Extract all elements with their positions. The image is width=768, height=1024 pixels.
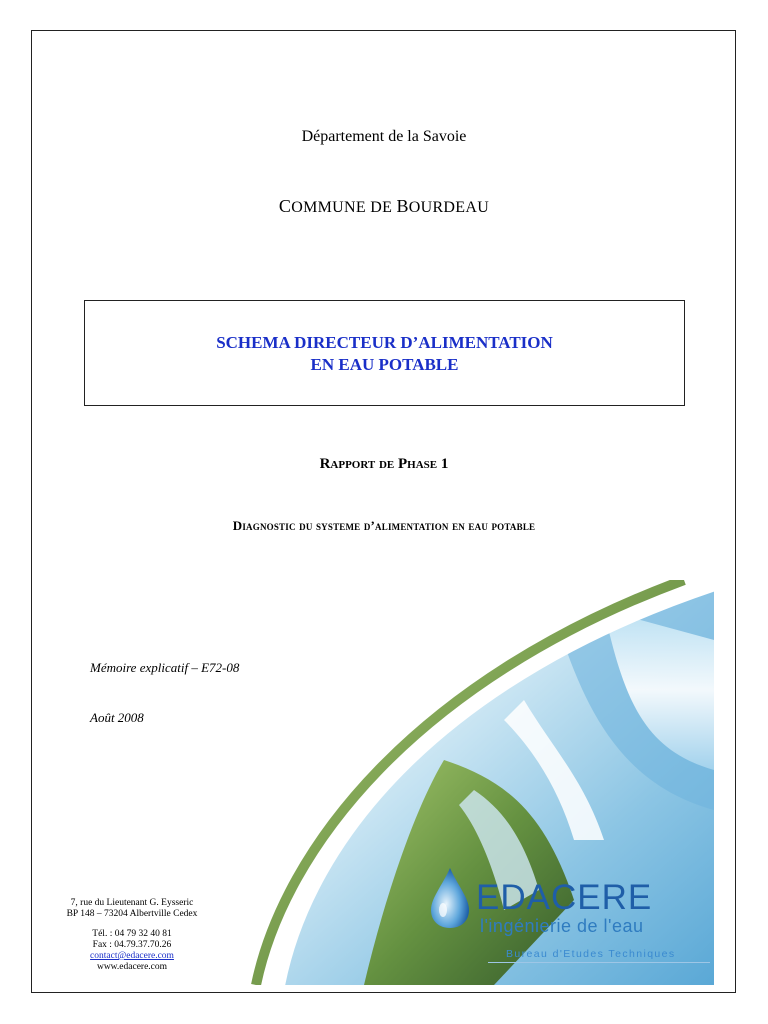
address-line-2: BP 148 – 73204 Albertville Cedex: [66, 909, 198, 919]
title-line-1: SCHEMA DIRECTEUR D’ALIMENTATION: [216, 333, 553, 352]
logo-company-name: EDACERE: [476, 878, 653, 917]
title-box: [84, 300, 685, 406]
address-line-1: 7, rue du Lieutenant G. Eysseric: [70, 898, 194, 908]
report-diagnostic: Diagnostic du systeme d’alimentation en eau potable: [232, 518, 536, 533]
commune-initial-1: C: [278, 196, 292, 216]
commune-text-1: OMMUNE DE: [291, 199, 397, 216]
report-phase: Rapport de Phase 1: [319, 456, 449, 472]
address-fax: Fax : 04.79.37.70.26: [92, 940, 172, 950]
report-date: Août 2008: [90, 710, 144, 725]
commune-heading: [0, 196, 768, 217]
logo-subtitle: Bureau d'Etudes Techniques: [506, 948, 676, 960]
address-email-link[interactable]: contact@edacere.com: [90, 951, 174, 961]
water-drop-icon: [428, 866, 472, 930]
logo-divider: [488, 962, 710, 963]
memoire-reference: Mémoire explicatif – E72-08: [90, 660, 240, 675]
department-heading: Département de la Savoie: [301, 128, 467, 145]
commune-text-2: OURDEAU: [408, 199, 490, 216]
edacere-logo: [428, 866, 718, 966]
commune-initial-2: B: [396, 196, 409, 216]
company-address: [52, 898, 212, 973]
title-line-2: EN EAU POTABLE: [310, 355, 459, 374]
address-website: www.edacere.com: [96, 962, 168, 972]
address-tel: Tél. : 04 79 32 40 81: [92, 929, 172, 939]
logo-tagline: l'ingénierie de l'eau: [480, 916, 644, 936]
